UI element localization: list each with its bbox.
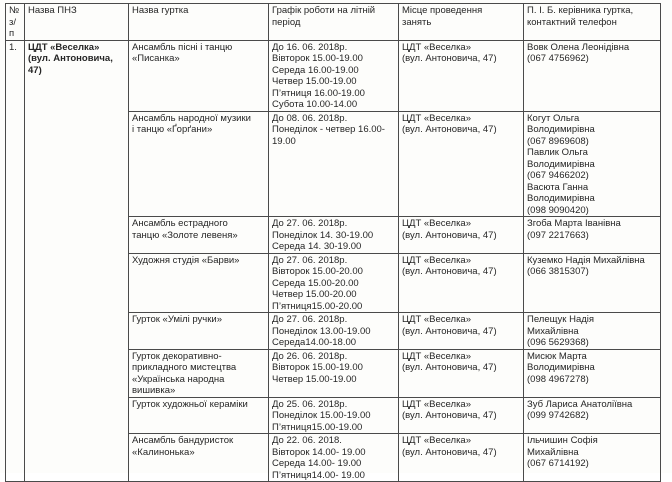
- leader-cell: Згоба Марта Іванівна (097 2217663): [524, 217, 661, 254]
- schedule-cell: До 27. 06. 2018р. Понеділок 14. 30-19.00 Середа 14. 30-19.00: [269, 217, 399, 254]
- club-name-cell: Ансамбль пісні і танцю «Писанка»: [129, 40, 269, 111]
- header-num: № з/ п: [6, 4, 25, 41]
- clubs-schedule-table: [5, 3, 661, 482]
- table-header-row: [6, 4, 661, 41]
- place-cell: ЦДТ «Веселка» (вул. Антоновича, 47): [399, 313, 524, 350]
- place-cell: ЦДТ «Веселка» (вул. Антоновича, 47): [399, 434, 524, 482]
- club-name-cell: Гурток художньої кераміки: [129, 397, 269, 434]
- schedule-cell: До 16. 06. 2018р. Вівторок 15.00-19.00 Середа 16.00-19.00 Четвер 15.00-19.00 П’ятниця 16.00-19.00 Субота 10.00-14.00: [269, 40, 399, 111]
- club-name-cell: Гурток «Умілі ручки»: [129, 313, 269, 350]
- header-pnz-name: Назва ПНЗ: [25, 4, 129, 41]
- club-name-cell: Ансамбль народної музики і танцю «Ґорґани»: [129, 111, 269, 217]
- leader-cell: Зуб Лариса Анатоліївна (099 9742682): [524, 397, 661, 434]
- club-name-cell: Ансамбль бандуристок «Калинонька»: [129, 434, 269, 482]
- header-place: Місце проведення занять: [399, 4, 524, 41]
- leader-cell: Ільчишин Софія Михайлівна (067 6714192): [524, 434, 661, 482]
- schedule-cell: До 25. 06. 2018р. Понеділок 15.00-19.00 П’ятниця15.00-19.00: [269, 397, 399, 434]
- leader-cell: Вовк Олена Леонідівна (067 4756962): [524, 40, 661, 111]
- schedule-cell: До 27. 06. 2018р. Понеділок 13.00-19.00 Середа14.00-18.00: [269, 313, 399, 350]
- schedule-cell: До 22. 06. 2018. Вівторок 14.00- 19.00 Середа 14.00- 19.00 П’ятниця14.00- 19.00: [269, 434, 399, 482]
- place-cell: ЦДТ «Веселка» (вул. Антоновича, 47): [399, 253, 524, 313]
- leader-cell: Пелещук Надія Михайлівна (096 5629368): [524, 313, 661, 350]
- place-cell: ЦДТ «Веселка» (вул. Антоновича, 47): [399, 349, 524, 397]
- header-club-name: Назва гуртка: [129, 4, 269, 41]
- place-cell: ЦДТ «Веселка» (вул. Антоновича, 47): [399, 397, 524, 434]
- header-leader: П. І. Б. керівника гуртка, контактний телефон: [524, 4, 661, 41]
- schedule-cell: До 08. 06. 2018р. Понеділок - четвер 16.00- 19.00: [269, 111, 399, 217]
- schedule-cell: До 26. 06. 2018р. Вівторок 15.00-19.00 Четвер 15.00-19.00: [269, 349, 399, 397]
- leader-cell: Куземко Надія Михайлівна (066 3815307): [524, 253, 661, 313]
- place-cell: ЦДТ «Веселка» (вул. Антоновича, 47): [399, 40, 524, 111]
- header-schedule: Графік роботи на літній період: [269, 4, 399, 41]
- leader-cell: Мисюк Марта Володимирівна (098 4967278): [524, 349, 661, 397]
- row-number-cell: 1.: [6, 40, 25, 482]
- pnz-name-cell: ЦДТ «Веселка» (вул. Антоновича, 47): [25, 40, 129, 482]
- schedule-cell: До 27. 06. 2018р. Вівторок 15.00-20.00 Середа 15.00-20.00 Четвер 15.00-20.00 П’ятниця15.00-20.00: [269, 253, 399, 313]
- club-name-cell: Художня студія «Барви»: [129, 253, 269, 313]
- table-row: [6, 40, 661, 111]
- place-cell: ЦДТ «Веселка» (вул. Антоновича, 47): [399, 217, 524, 254]
- leader-cell: Когут Ольга Володимирівна (067 8969608) Павлик Ольга Володимирівна (067 9466202) Васюта Ганна Володимирівна (098 9090420): [524, 111, 661, 217]
- club-name-cell: Ансамбль естрадного танцю «Золоте левеня»: [129, 217, 269, 254]
- club-name-cell: Гурток декоративно- прикладного мистецтва «Українська народна вишивка»: [129, 349, 269, 397]
- place-cell: ЦДТ «Веселка» (вул. Антоновича, 47): [399, 111, 524, 217]
